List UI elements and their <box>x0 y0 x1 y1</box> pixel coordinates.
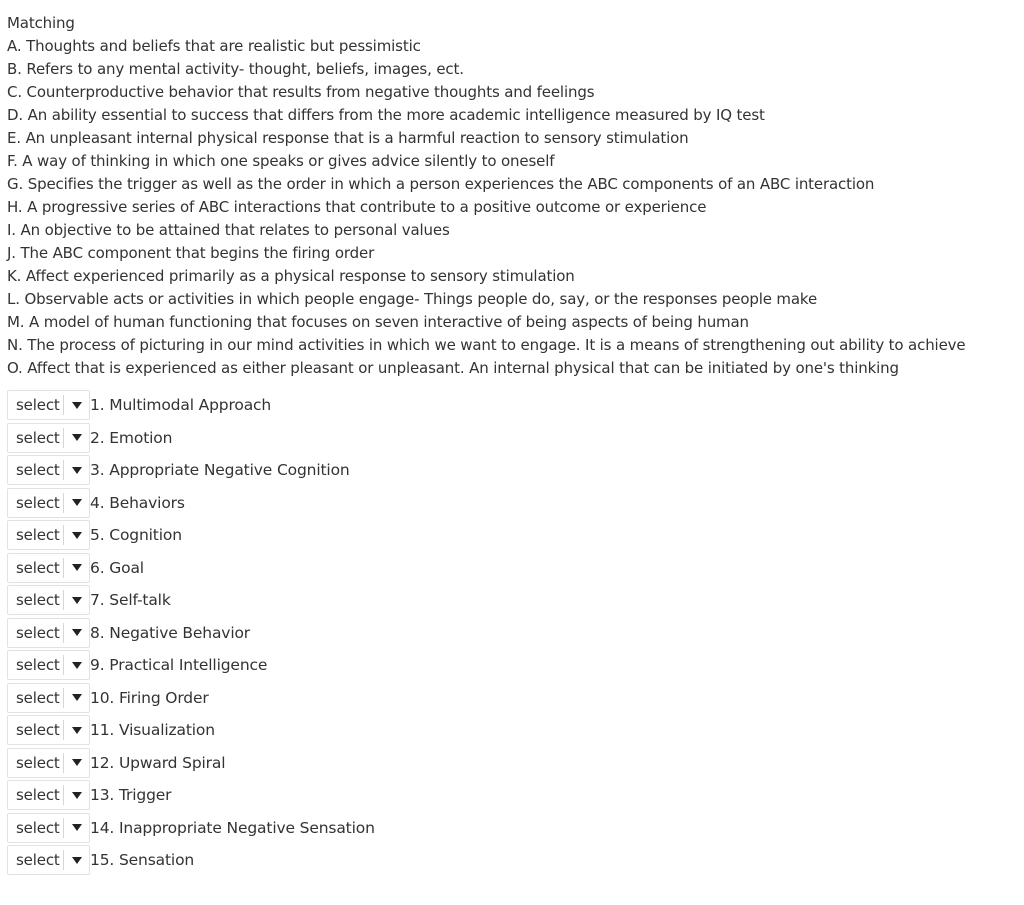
match-row <box>7 454 1017 487</box>
select-value: select <box>16 786 60 805</box>
select-value: select <box>16 591 60 610</box>
term-label: 10. Firing Order <box>90 688 209 707</box>
select-value: select <box>16 396 60 415</box>
select-value: select <box>16 721 60 740</box>
definition-item: G. Specifies the trigger as well as the order in which a person experiences the ABC components of an ABC interaction <box>7 175 875 193</box>
term-label: 4. Behaviors <box>90 493 185 512</box>
select-value: select <box>16 558 60 577</box>
chevron-down-icon <box>64 597 89 604</box>
term-label: 5. Cognition <box>90 526 182 545</box>
chevron-down-icon <box>64 694 89 701</box>
chevron-down-icon <box>64 857 89 864</box>
answer-select[interactable] <box>7 520 90 550</box>
term-label: 7. Self-talk <box>90 591 171 610</box>
answer-select[interactable] <box>7 683 90 713</box>
match-row <box>7 844 1017 877</box>
chevron-down-icon <box>64 759 89 766</box>
matching-question <box>7 12 1017 877</box>
answer-select[interactable] <box>7 390 90 420</box>
answer-select[interactable] <box>7 455 90 485</box>
match-row <box>7 714 1017 747</box>
match-row <box>7 389 1017 422</box>
select-value: select <box>16 818 60 837</box>
term-label: 2. Emotion <box>90 428 173 447</box>
match-row <box>7 617 1017 650</box>
definition-item: E. An unpleasant internal physical response that is a harmful reaction to sensory stimulation <box>7 129 689 147</box>
match-row <box>7 487 1017 520</box>
answer-select[interactable] <box>7 488 90 518</box>
select-value: select <box>16 428 60 447</box>
chevron-down-icon <box>64 727 89 734</box>
chevron-down-icon <box>64 629 89 636</box>
definition-item: J. The ABC component that begins the firing order <box>7 244 375 262</box>
select-value: select <box>16 851 60 870</box>
match-row <box>7 812 1017 845</box>
term-label: 9. Practical Intelligence <box>90 656 268 675</box>
term-label: 13. Trigger <box>90 786 172 805</box>
definition-list <box>7 35 1017 380</box>
select-value: select <box>16 623 60 642</box>
match-question-list <box>7 389 1017 877</box>
definition-item: F. A way of thinking in which one speaks or gives advice silently to oneself <box>7 152 555 170</box>
match-row <box>7 552 1017 585</box>
answer-select[interactable] <box>7 585 90 615</box>
chevron-down-icon <box>64 532 89 539</box>
term-label: 8. Negative Behavior <box>90 623 251 642</box>
term-label: 11. Visualization <box>90 721 215 740</box>
question-title: Matching <box>7 14 75 32</box>
answer-select[interactable] <box>7 748 90 778</box>
chevron-down-icon <box>64 499 89 506</box>
definition-item: L. Observable acts or activities in which people engage- Things people do, say, or the responses people make <box>7 290 818 308</box>
definition-item: I. An objective to be attained that relates to personal values <box>7 221 450 239</box>
answer-select[interactable] <box>7 553 90 583</box>
chevron-down-icon <box>64 434 89 441</box>
chevron-down-icon <box>64 662 89 669</box>
definition-item: O. Affect that is experienced as either pleasant or unpleasant. An internal physical that can be initiated by one's thinking <box>7 359 899 377</box>
term-label: 12. Upward Spiral <box>90 753 226 772</box>
match-row <box>7 519 1017 552</box>
chevron-down-icon <box>64 792 89 799</box>
chevron-down-icon <box>64 564 89 571</box>
term-label: 3. Appropriate Negative Cognition <box>90 461 350 480</box>
select-value: select <box>16 493 60 512</box>
answer-select[interactable] <box>7 715 90 745</box>
select-value: select <box>16 656 60 675</box>
definition-item: B. Refers to any mental activity- thought, beliefs, images, ect. <box>7 60 464 78</box>
select-value: select <box>16 753 60 772</box>
match-row <box>7 747 1017 780</box>
definition-item: H. A progressive series of ABC interactions that contribute to a positive outcome or experience <box>7 198 707 216</box>
chevron-down-icon <box>64 467 89 474</box>
definition-item: N. The process of picturing in our mind activities in which we want to engage. It is a means of strengthening out ability to achieve <box>7 336 966 354</box>
definition-item: C. Counterproductive behavior that results from negative thoughts and feelings <box>7 83 595 101</box>
select-value: select <box>16 526 60 545</box>
chevron-down-icon <box>64 824 89 831</box>
term-label: 1. Multimodal Approach <box>90 396 272 415</box>
answer-select[interactable] <box>7 618 90 648</box>
answer-select[interactable] <box>7 423 90 453</box>
term-label: 6. Goal <box>90 558 144 577</box>
answer-select[interactable] <box>7 845 90 875</box>
match-row <box>7 584 1017 617</box>
term-label: 14. Inappropriate Negative Sensation <box>90 818 375 837</box>
answer-select[interactable] <box>7 650 90 680</box>
definition-item: D. An ability essential to success that differs from the more academic intelligence measured by IQ test <box>7 106 765 124</box>
term-label: 15. Sensation <box>90 851 195 870</box>
definition-item: M. A model of human functioning that focuses on seven interactive of being aspects of being human <box>7 313 749 331</box>
select-value: select <box>16 688 60 707</box>
match-row <box>7 649 1017 682</box>
answer-select[interactable] <box>7 780 90 810</box>
match-row <box>7 422 1017 455</box>
select-value: select <box>16 461 60 480</box>
match-row <box>7 779 1017 812</box>
definition-item: K. Affect experienced primarily as a physical response to sensory stimulation <box>7 267 575 285</box>
definition-item: A. Thoughts and beliefs that are realistic but pessimistic <box>7 37 421 55</box>
chevron-down-icon <box>64 402 89 409</box>
answer-select[interactable] <box>7 813 90 843</box>
match-row <box>7 682 1017 715</box>
